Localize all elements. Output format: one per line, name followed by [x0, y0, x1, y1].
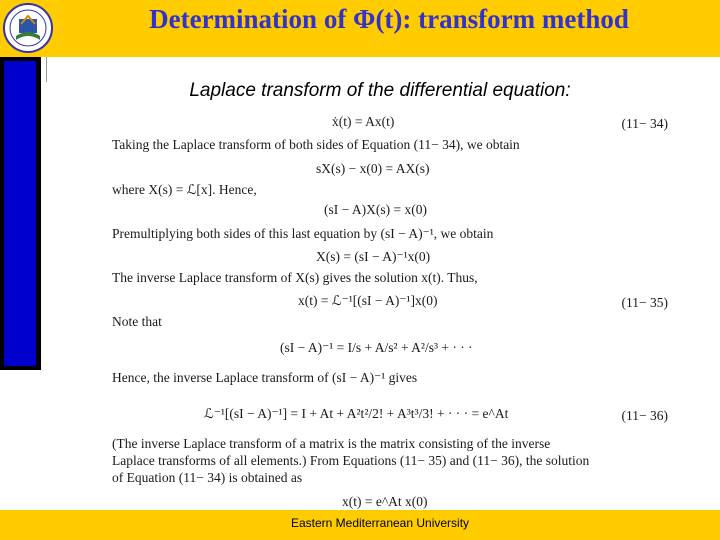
text-inverse-laplace: The inverse Laplace transform of X(s) gives the solution x(t). Thus, [112, 270, 478, 285]
text-note-that: Note that [112, 314, 162, 329]
equation-sI-minus-A: (sI − A)X(s) = x(0) [324, 202, 427, 217]
text-matrix-note-2: Laplace transforms of all elements.) From Equations (11− 35) and (11− 36), the solution [112, 453, 590, 468]
title-bar [0, 0, 720, 57]
text-premultiplying: Premultiplying both sides of this last equation by (sI − A)⁻¹, we obtain [112, 226, 494, 241]
text-matrix-note-1: (The inverse Laplace transform of a matrix is the matrix consisting of the inverse [112, 436, 551, 451]
equation-resolvent-series: (sI − A)⁻¹ = I/s + A/s² + A²/s³ + · · · [280, 340, 473, 355]
equation-number-11-36: (11− 36) [621, 408, 668, 423]
equation-Xs: X(s) = (sI − A)⁻¹x(0) [316, 249, 431, 264]
equation-number-11-34: (11− 34) [621, 116, 668, 131]
text-where-hence: where X(s) = ℒ[x]. Hence, [112, 182, 257, 197]
equation-11-34: ẋ(t) = Ax(t) [332, 114, 395, 129]
university-seal-icon [2, 2, 54, 54]
equation-final-solution: x(t) = e^At x(0) [342, 494, 428, 509]
slide-subtitle: Laplace transform of the differential equation: [189, 80, 571, 101]
equation-number-11-35: (11− 35) [621, 295, 668, 310]
slide-title: Determination of Φ(t): transform method [149, 4, 629, 34]
text-hence-inverse: Hence, the inverse Laplace transform of (sI − A)⁻¹ gives [112, 370, 418, 385]
text-taking-laplace: Taking the Laplace transform of both sides of Equation (11− 34), we obtain [112, 137, 520, 152]
footer-bar [0, 510, 720, 540]
divider-line [46, 57, 47, 82]
textbook-excerpt [112, 112, 668, 510]
equation-11-36: ℒ⁻¹[(sI − A)⁻¹] = I + At + A²t²/2! + A³t³/3! + · · · = e^At [204, 406, 509, 421]
sidebar-accent [4, 61, 36, 366]
equation-sXs: sX(s) − x(0) = AX(s) [316, 161, 430, 176]
text-matrix-note-3: of Equation (11− 34) is obtained as [112, 470, 303, 485]
footer-institution: Eastern Mediterranean University [290, 516, 470, 530]
equation-11-35: x(t) = ℒ⁻¹[(sI − A)⁻¹]x(0) [298, 293, 438, 308]
